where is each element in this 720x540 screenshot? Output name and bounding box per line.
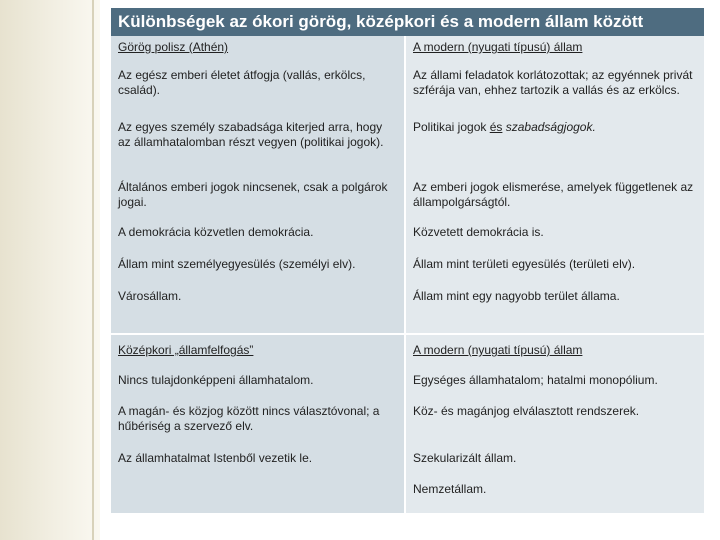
table-cell: Az egyes személy szabadsága kiterjed arra, hogy az államhatalomban részt vegyen (politikai jogok).	[111, 112, 406, 174]
table-cell: Az állami feladatok korlátozottak; az egyénnek privát szférája van, ehhez tartozik a vallás és az erkölcs.	[406, 60, 704, 112]
table-cell	[406, 112, 704, 174]
table-cell: Az emberi jogok elismerése, amelyek függetlenek az állampolgárságtól.	[406, 174, 704, 218]
table-cell: Az államhatalmat Istenből vezetik le.	[111, 443, 406, 513]
table-cell: Közvetett demokrácia is.	[406, 218, 704, 250]
table-cell: Állam mint területi egyesülés (területi elv).	[406, 250, 704, 282]
table-header-left: Középkori „államfelfogás”	[111, 335, 406, 367]
table-cell: Az egész emberi életet átfogja (vallás, erkölcs, család).	[111, 60, 406, 112]
cell-text-underlined: és	[489, 120, 503, 134]
table-cell: Nincs tulajdonképpeni államhatalom.	[111, 367, 406, 397]
cell-text: Szekularizált állam.	[413, 451, 517, 465]
decorative-side-stripe	[0, 0, 100, 540]
comparison-table	[111, 36, 704, 513]
cell-text: Politikai jogok	[413, 120, 490, 134]
decorative-side-line	[92, 0, 94, 540]
table-header-right: A modern (nyugati típusú) állam	[406, 36, 704, 60]
cell-text-italic: szabadságjogok.	[502, 120, 596, 134]
table-header-right: A modern (nyugati típusú) állam	[406, 335, 704, 367]
cell-text: Nemzetállam.	[413, 482, 487, 496]
table-header-left: Görög polisz (Athén)	[111, 36, 406, 60]
slide-title: Különbségek az ókori görög, középkori és a modern állam között	[111, 8, 704, 36]
table-cell: Egységes államhatalom; hatalmi monopólium.	[406, 367, 704, 397]
table-cell: A demokrácia közvetlen demokrácia.	[111, 218, 406, 250]
table-cell: Állam mint egy nagyobb terület állama.	[406, 282, 704, 333]
table-cell: Városállam.	[111, 282, 406, 333]
table-cell: Általános emberi jogok nincsenek, csak a polgárok jogai.	[111, 174, 406, 218]
table-cell	[406, 443, 704, 513]
table-cell: A magán- és közjog között nincs választóvonal; a hűbériség a szervező elv.	[111, 397, 406, 443]
slide-content	[111, 8, 704, 540]
table-cell: Köz- és magánjog elválasztott rendszerek.	[406, 397, 704, 443]
table-cell: Állam mint személyegyesülés (személyi elv).	[111, 250, 406, 282]
